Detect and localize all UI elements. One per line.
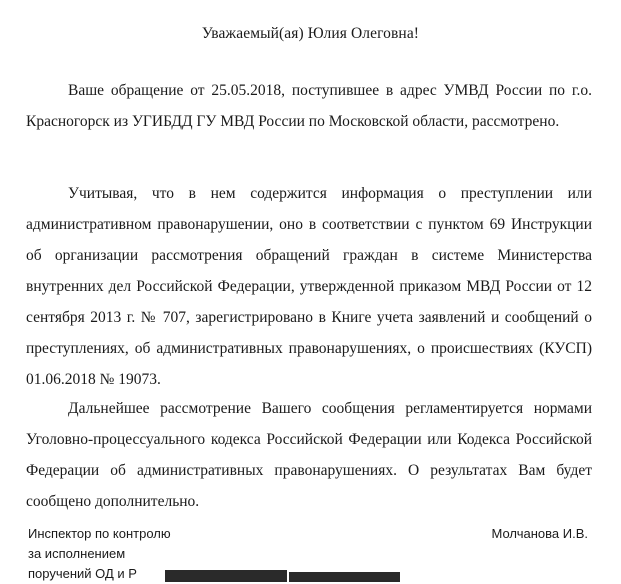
paragraph-registration: Учитывая, что в нем содержится информация о преступлении или административном правонарушении, оно в соответствии с пунктом 69 Инструкции об организации рассмотрения обращений граждан в системе Министерства внутренних дел Российской Федерации, утвержденной приказом МВД России от 12 сентября 2013 г. № 707, зарегистрировано в Книге учета заявлений и сообщений о преступлениях, об административных правонарушениях, о происшествиях (КУСП) 01.06.2018 № 19073.	[26, 185, 592, 388]
paragraph-further-review: Дальнейшее рассмотрение Вашего сообщения регламентируется нормами Уголовно-процессуального кодекса Российской Федерации или Кодекса Российской Федерации об административных правонарушениях. О результатах Вам будет сообщено дополнительно.	[26, 400, 592, 510]
paragraph-appeal-received: Ваше обращение от 25.05.2018, поступившее в адрес УМВД России по г.о. Красногорск из УГИБДД ГУ МВД России по Московской области, рассмотрено.	[26, 82, 592, 130]
salutation: Уважаемый(ая) Юлия Олеговна!	[201, 25, 420, 42]
signer-title-line: за исполнением	[28, 546, 126, 561]
redaction-bar	[165, 570, 287, 582]
signature-block	[28, 524, 171, 584]
signer-name: Молчанова И.В.	[491, 526, 588, 541]
signer-title-line: поручений ОД и Р	[28, 566, 137, 581]
redaction-bar	[289, 572, 400, 582]
signer-title-line: Инспектор по контролю	[28, 526, 171, 541]
